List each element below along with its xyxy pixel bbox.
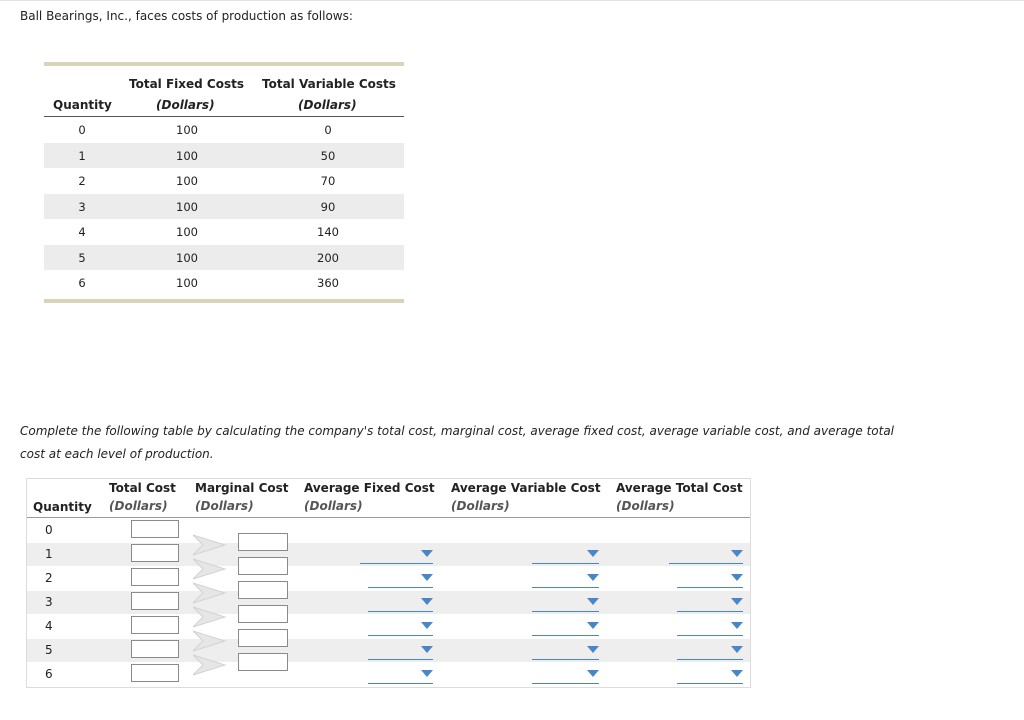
average-total-cost-dropdown[interactable] [677, 641, 743, 661]
top-divider [0, 0, 1024, 1]
chevron-down-icon [421, 622, 433, 629]
quantity-label: 3 [45, 595, 53, 609]
header-quantity: Quantity [53, 98, 112, 112]
chevron-down-icon [731, 646, 743, 653]
quantity-label: 5 [45, 643, 53, 657]
marginal-cost-input[interactable] [238, 557, 288, 575]
chevron-down-icon [421, 550, 433, 557]
quantity-label: 0 [45, 523, 53, 537]
fixed-cost-cell: 100 [176, 174, 198, 188]
average-total-cost-dropdown[interactable] [669, 545, 743, 565]
header-avc-unit: (Dollars) [451, 499, 510, 513]
header-marginal-cost: Marginal Cost [195, 481, 289, 495]
average-total-cost-dropdown[interactable] [677, 593, 743, 613]
chevron-down-icon [587, 598, 599, 605]
quantity-label: 6 [45, 667, 53, 681]
answer-row [27, 615, 750, 638]
total-cost-input[interactable] [131, 520, 179, 538]
chevron-down-icon [587, 574, 599, 581]
header-quantity: Quantity [33, 500, 92, 514]
average-variable-cost-dropdown[interactable] [532, 665, 599, 685]
chevron-down-icon [587, 670, 599, 677]
average-fixed-cost-dropdown[interactable] [368, 641, 433, 661]
answer-row [27, 663, 750, 686]
marginal-cost-input[interactable] [238, 533, 288, 551]
chevron-right-icon [193, 605, 229, 629]
fixed-cost-cell: 100 [176, 123, 198, 137]
chevron-right-icon [193, 581, 229, 605]
quantity-label: 4 [45, 619, 53, 633]
fixed-cost-cell: 100 [176, 250, 198, 265]
average-total-cost-dropdown[interactable] [677, 665, 743, 685]
average-variable-cost-dropdown[interactable] [532, 617, 599, 637]
given-table-header [44, 66, 404, 117]
marginal-cost-input[interactable] [238, 581, 288, 599]
answer-row [27, 567, 750, 590]
marginal-cost-input[interactable] [238, 605, 288, 623]
header-total-cost: Total Cost [109, 481, 176, 495]
table-row [44, 168, 404, 194]
chevron-down-icon [421, 574, 433, 581]
average-total-cost-dropdown[interactable] [677, 569, 743, 589]
total-cost-input[interactable] [131, 640, 179, 658]
fixed-cost-cell: 100 [176, 225, 198, 239]
quantity-cell: 4 [78, 225, 86, 239]
average-fixed-cost-dropdown[interactable] [368, 617, 433, 637]
answer-row [27, 639, 750, 662]
average-variable-cost-dropdown[interactable] [532, 545, 599, 565]
average-variable-cost-dropdown[interactable] [532, 641, 599, 661]
marginal-cost-input[interactable] [238, 629, 288, 647]
variable-cost-cell: 90 [320, 199, 336, 214]
chevron-down-icon [421, 598, 433, 605]
table-row [44, 143, 404, 169]
table-bottom-bar [44, 299, 404, 303]
header-total-fixed-costs: Total Fixed Costs [129, 77, 244, 91]
variable-cost-cell: 50 [320, 148, 336, 163]
header-total-cost-unit: (Dollars) [109, 499, 168, 513]
chevron-down-icon [587, 646, 599, 653]
table-row [44, 245, 404, 271]
average-fixed-cost-dropdown[interactable] [368, 665, 433, 685]
chevron-down-icon [421, 646, 433, 653]
header-atc-unit: (Dollars) [616, 499, 675, 513]
answer-row [27, 591, 750, 614]
chevron-down-icon [731, 550, 743, 557]
header-divider [27, 517, 750, 518]
chevron-down-icon [731, 598, 743, 605]
quantity-cell: 1 [78, 148, 86, 163]
total-cost-input[interactable] [131, 568, 179, 586]
chevron-right-icon [193, 557, 229, 581]
quantity-label: 2 [45, 571, 53, 585]
chevron-down-icon [421, 670, 433, 677]
average-variable-cost-dropdown[interactable] [532, 593, 599, 613]
header-variable-unit: (Dollars) [298, 98, 357, 112]
intro-text: Ball Bearings, Inc., faces costs of production as follows: [20, 9, 353, 23]
quantity-cell: 6 [78, 276, 86, 290]
given-cost-table [44, 62, 404, 303]
chevron-down-icon [731, 670, 743, 677]
quantity-cell: 5 [78, 250, 86, 265]
answer-row [27, 543, 750, 566]
variable-cost-cell: 70 [320, 174, 336, 188]
header-average-variable-cost: Average Variable Cost [451, 481, 601, 495]
chevron-down-icon [587, 550, 599, 557]
fixed-cost-cell: 100 [176, 276, 198, 290]
answer-table [26, 478, 751, 688]
variable-cost-cell: 140 [317, 225, 339, 239]
fixed-cost-cell: 100 [176, 148, 198, 163]
average-total-cost-dropdown[interactable] [677, 617, 743, 637]
variable-cost-cell: 360 [317, 276, 339, 290]
table-row [44, 117, 404, 143]
table-row [44, 270, 404, 296]
total-cost-input[interactable] [131, 592, 179, 610]
average-variable-cost-dropdown[interactable] [532, 569, 599, 589]
header-fixed-unit: (Dollars) [156, 98, 215, 112]
quantity-cell: 3 [78, 199, 86, 214]
quantity-label: 1 [45, 547, 53, 561]
chevron-down-icon [731, 574, 743, 581]
average-fixed-cost-dropdown[interactable] [360, 545, 433, 565]
chevron-down-icon [731, 622, 743, 629]
chevron-right-icon [193, 653, 229, 677]
header-average-fixed-cost: Average Fixed Cost [304, 481, 435, 495]
table-row [44, 194, 404, 220]
chevron-down-icon [587, 622, 599, 629]
instructions-text: Complete the following table by calculating the company's total cost, marginal cost, average fixed cost, average variable cost, and average total cost at each level of production. [20, 424, 895, 461]
average-fixed-cost-dropdown[interactable] [368, 569, 433, 589]
header-average-total-cost: Average Total Cost [616, 481, 743, 495]
variable-cost-cell: 200 [317, 250, 339, 265]
chevron-right-icon [193, 533, 229, 557]
header-marginal-cost-unit: (Dollars) [195, 499, 254, 513]
marginal-cost-input[interactable] [238, 653, 288, 671]
quantity-cell: 2 [78, 174, 86, 188]
answer-row [27, 519, 750, 542]
fixed-cost-cell: 100 [176, 199, 198, 214]
quantity-cell: 0 [78, 123, 86, 137]
chevron-right-icon [193, 629, 229, 653]
total-cost-input[interactable] [131, 664, 179, 682]
header-total-variable-costs: Total Variable Costs [262, 77, 396, 91]
average-fixed-cost-dropdown[interactable] [368, 593, 433, 613]
header-afc-unit: (Dollars) [304, 499, 363, 513]
table-row [44, 219, 404, 245]
total-cost-input[interactable] [131, 616, 179, 634]
variable-cost-cell: 0 [324, 123, 332, 137]
total-cost-input[interactable] [131, 544, 179, 562]
